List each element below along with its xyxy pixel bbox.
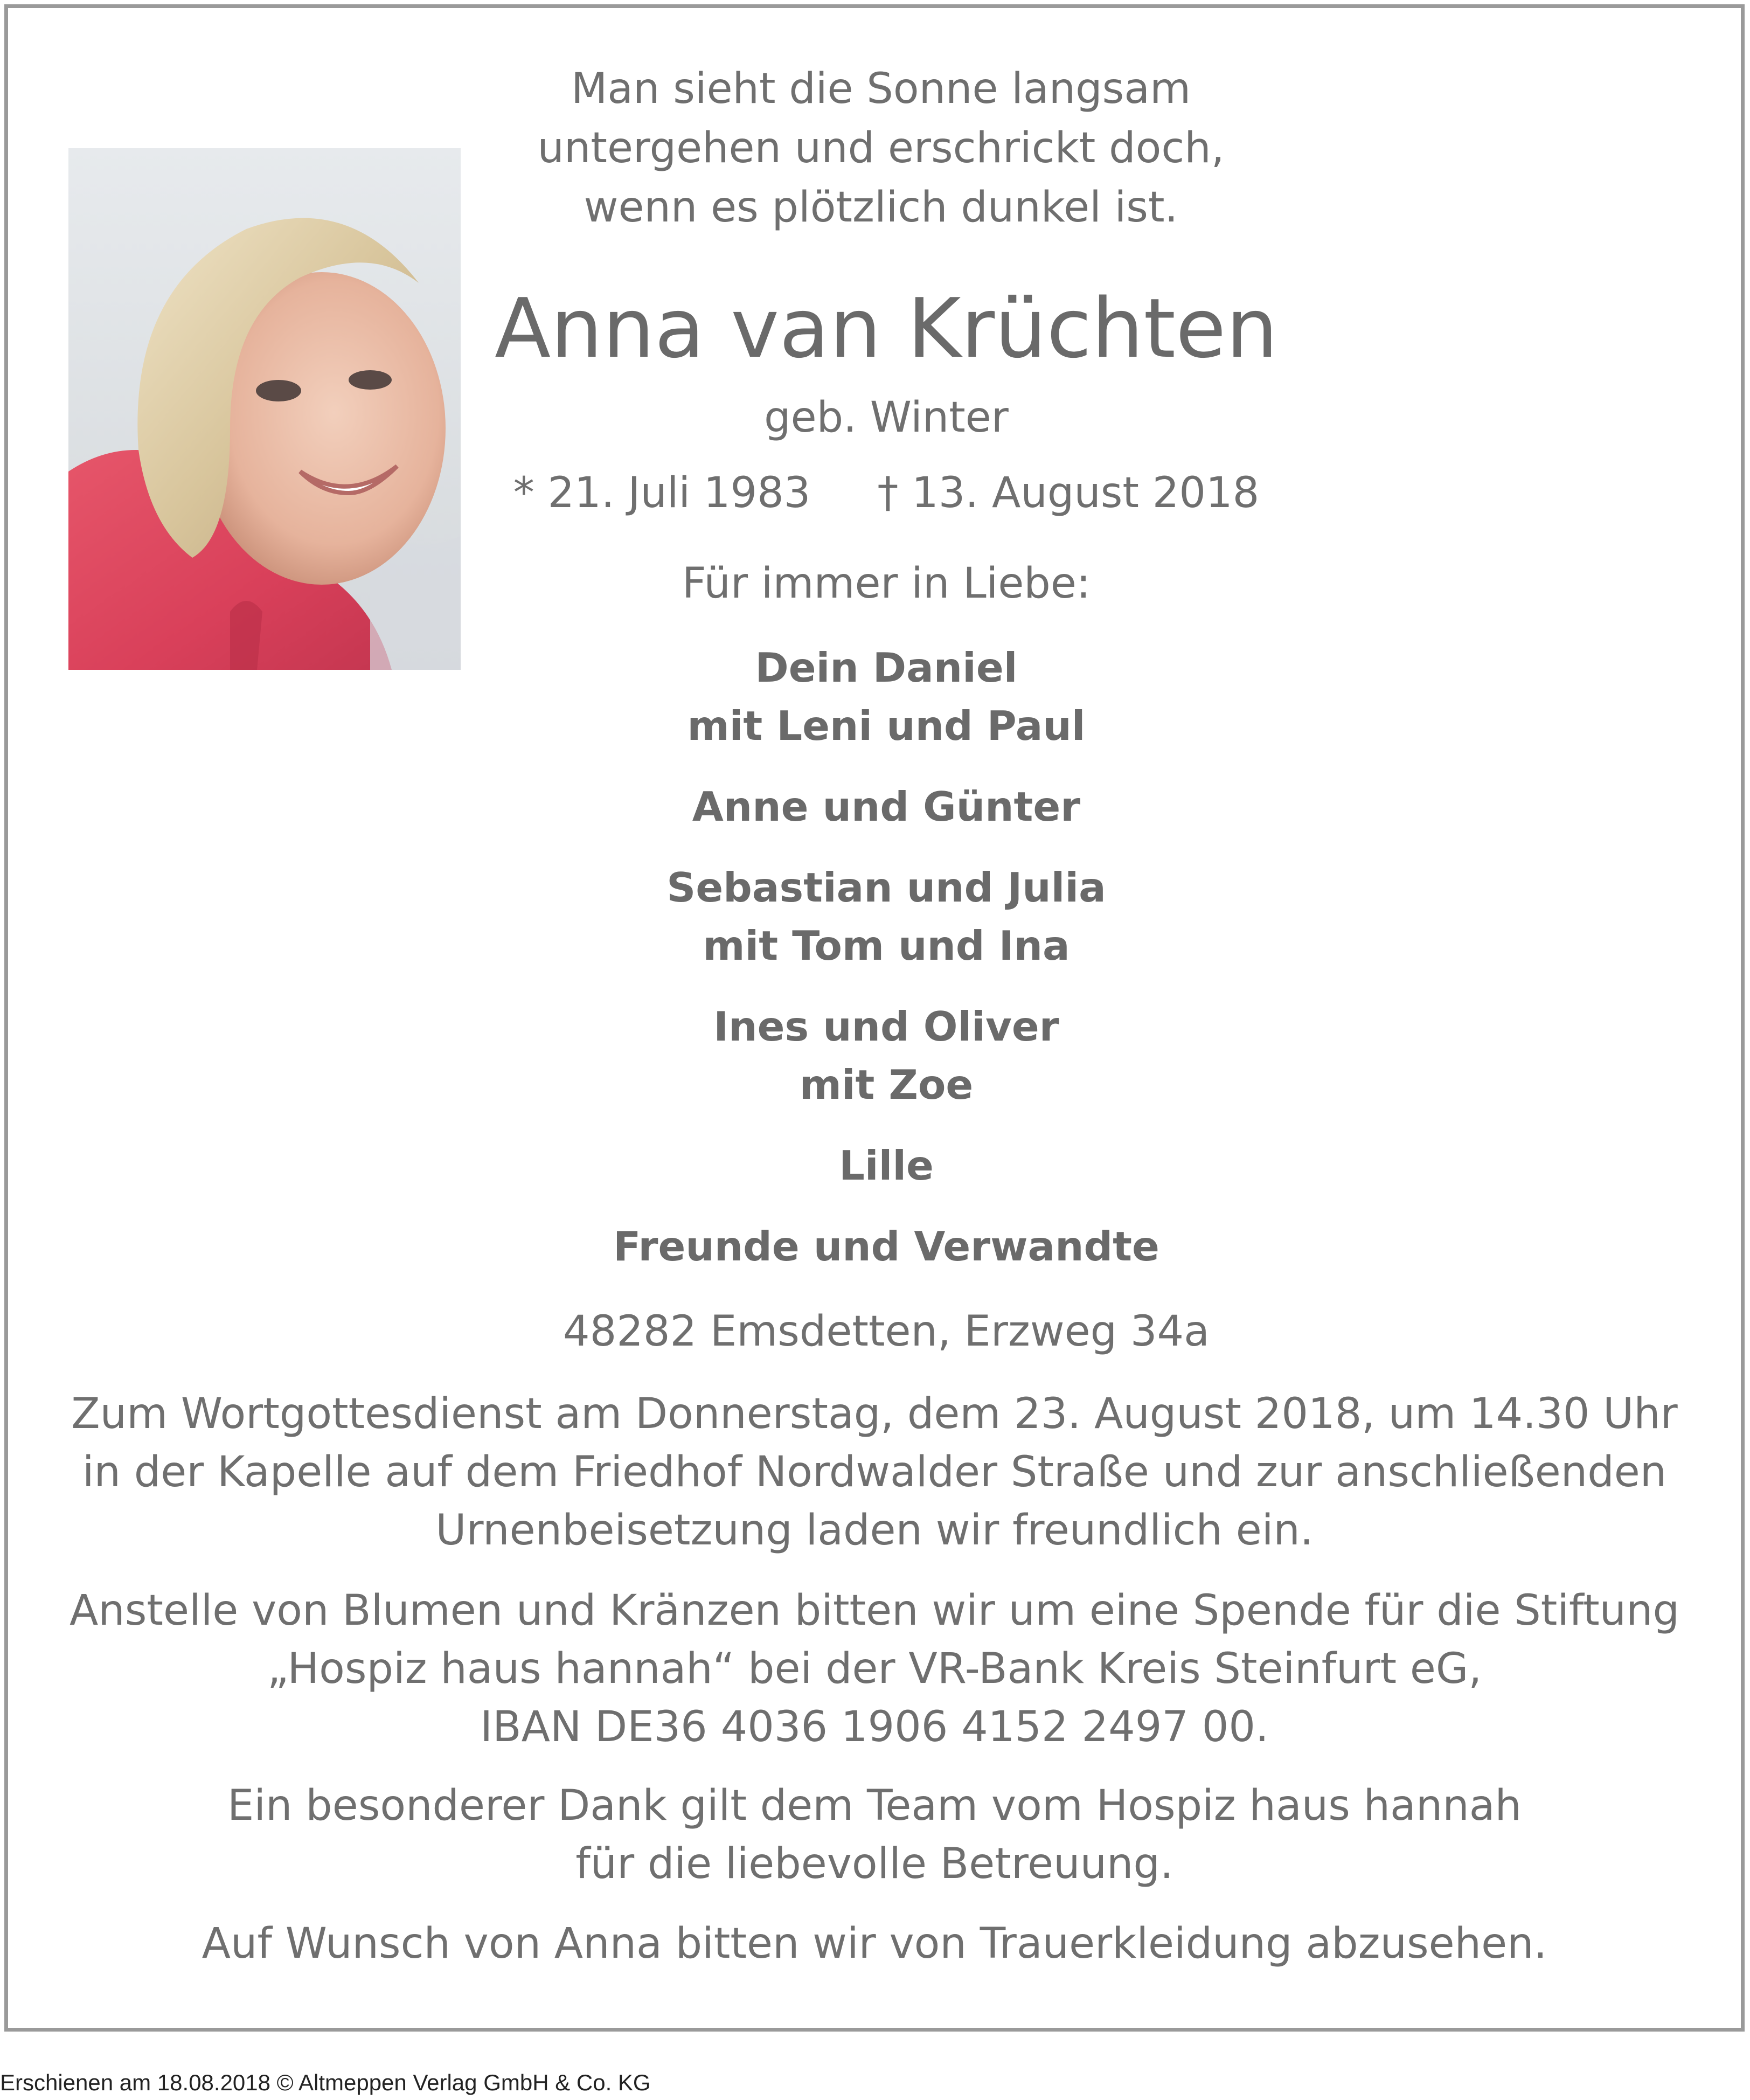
mourner-line: mit Zoe (799, 1061, 974, 1108)
quote-line: untergehen und erschrickt doch, (537, 124, 1225, 172)
deceased-name: Anna van Krüchten (495, 281, 1278, 376)
birth-name: geb. Winter (764, 393, 1009, 442)
mourner-line: Anne und Günter (692, 783, 1081, 830)
mourner-line: Ines und Oliver (713, 1003, 1059, 1050)
death-date: † 13. August 2018 (877, 469, 1260, 517)
donation-line: IBAN DE36 4036 1906 4152 2497 00. (480, 1703, 1269, 1751)
service-line: in der Kapelle auf dem Friedhof Nordwalder Straße und zur anschließenden (82, 1448, 1667, 1496)
mourner-line: Sebastian und Julia (666, 864, 1106, 911)
obituary-frame (4, 4, 1745, 2032)
life-dates (310, 466, 1463, 520)
donation-text (8, 1582, 1741, 1756)
thanks-line: für die liebevolle Betreuung. (575, 1840, 1173, 1888)
mourner-group (310, 639, 1463, 755)
donation-line: „Hospiz haus hannah“ bei der VR-Bank Kreis Steinfurt eG, (267, 1645, 1482, 1693)
quote-line: wenn es plötzlich dunkel ist. (584, 183, 1178, 232)
mourner-line: mit Leni und Paul (687, 702, 1086, 750)
mourner-group (310, 778, 1463, 836)
address: 48282 Emsdetten, Erzweg 34a (563, 1307, 1210, 1356)
mourner-group (310, 1217, 1463, 1276)
service-line: Urnenbeisetzung laden wir freundlich ein. (435, 1506, 1314, 1555)
thanks-text (8, 1777, 1741, 1893)
service-text (8, 1385, 1741, 1560)
mourners-intro: Für immer in Liebe: (682, 559, 1091, 608)
wish-text: Auf Wunsch von Anna bitten wir von Trauerkleidung abzusehen. (202, 1919, 1547, 1968)
donation-line: Anstelle von Blumen und Kränzen bitten wir um eine Spende für die Stiftung (69, 1586, 1680, 1635)
mourner-group (310, 858, 1463, 975)
birth-date: * 21. Juli 1983 (513, 469, 811, 517)
quote-line: Man sieht die Sonne langsam (571, 65, 1191, 113)
thanks-line: Ein besonderer Dank gilt dem Team vom Hospiz haus hannah (227, 1782, 1522, 1830)
mourner-line: Lille (839, 1142, 934, 1189)
mourner-line: Freunde und Verwandte (613, 1223, 1159, 1270)
publication-footer: Erschienen am 18.08.2018 © Altmeppen Verlag GmbH & Co. KG (0, 2070, 651, 2095)
mourner-group (310, 997, 1463, 1114)
service-line: Zum Wortgottesdienst am Donnerstag, dem 23. August 2018, um 14.30 Uhr (71, 1390, 1678, 1438)
mourner-line: mit Tom und Ina (703, 922, 1070, 969)
mourner-line: Dein Daniel (755, 644, 1018, 691)
quote (474, 59, 1288, 237)
mourner-group (310, 1136, 1463, 1195)
